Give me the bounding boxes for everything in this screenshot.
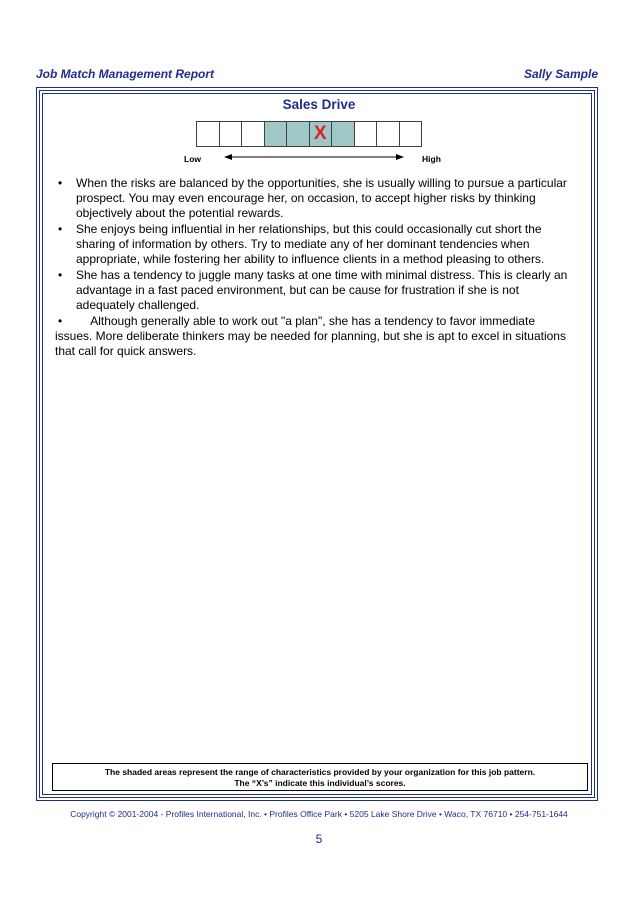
scale-cell (241, 121, 265, 147)
list-item (55, 314, 575, 359)
report-header (36, 67, 598, 83)
section-title: Sales Drive (282, 97, 356, 112)
scale-cell (331, 121, 355, 147)
scale-cell (399, 121, 423, 147)
copyright-footer: Copyright © 2001-2004 - Profiles International, Inc. • Profiles Office Park • 5205 Lake Shore Drive • Waco, TX 76710 • 254-751-1644 (70, 809, 568, 819)
list-item (55, 222, 575, 267)
bullet-icon: • (58, 222, 63, 236)
scale-low-label: Low (184, 154, 201, 164)
bullet-text: She enjoys being influential in her relationships, but this could occasionally cut short the sharing of information by others. Try to mediate any of her dominant tendencies when appropriate, while fostering her ability to influence clients in a method pleasing to others. (76, 222, 545, 266)
scale-cell (196, 121, 220, 147)
scale-cell (376, 121, 400, 147)
scale-cell (219, 121, 243, 147)
scale-cell (264, 121, 288, 147)
report-title: Job Match Management Report (36, 67, 215, 81)
page-number: 5 (315, 832, 323, 846)
bullet-icon: • (58, 314, 63, 328)
scale-cell (286, 121, 310, 147)
score-scale (196, 121, 421, 147)
bullet-list (55, 176, 575, 360)
double-arrow-icon (224, 152, 404, 162)
scale-high-label: High (422, 154, 441, 164)
bullet-icon: • (58, 268, 63, 282)
person-name: Sally Sample (523, 67, 598, 81)
bullet-text: Although generally able to work out "a plan", she has a tendency to favor immediate issues. More deliberate thinkers may be needed for planning, but she is apt to excel in situations that call for quick answers. (55, 314, 566, 358)
bullet-text: She has a tendency to juggle many tasks at one time with minimal distress. This is clearly an advantage in a fast paced environment, but can be cause for frustration if she is not adequately challenged. (76, 268, 568, 312)
scale-cell (309, 121, 333, 147)
score-mark: X (313, 123, 327, 144)
scale-cell (354, 121, 378, 147)
legend-line-1: The shaded areas represent the range of characteristics provided by your organization for this job pattern. (104, 767, 536, 777)
legend-line-2: The “X’s” indicate this individual’s scores. (234, 778, 406, 788)
bullet-text: When the risks are balanced by the opportunities, she is usually willing to pursue a particular prospect. You may even encourage her, on occasion, to accept higher risks by thinking objectively about the potential rewards. (76, 176, 567, 220)
bullet-icon: • (58, 176, 63, 190)
list-item (55, 268, 575, 313)
list-item (55, 176, 575, 221)
legend-note (52, 763, 588, 791)
